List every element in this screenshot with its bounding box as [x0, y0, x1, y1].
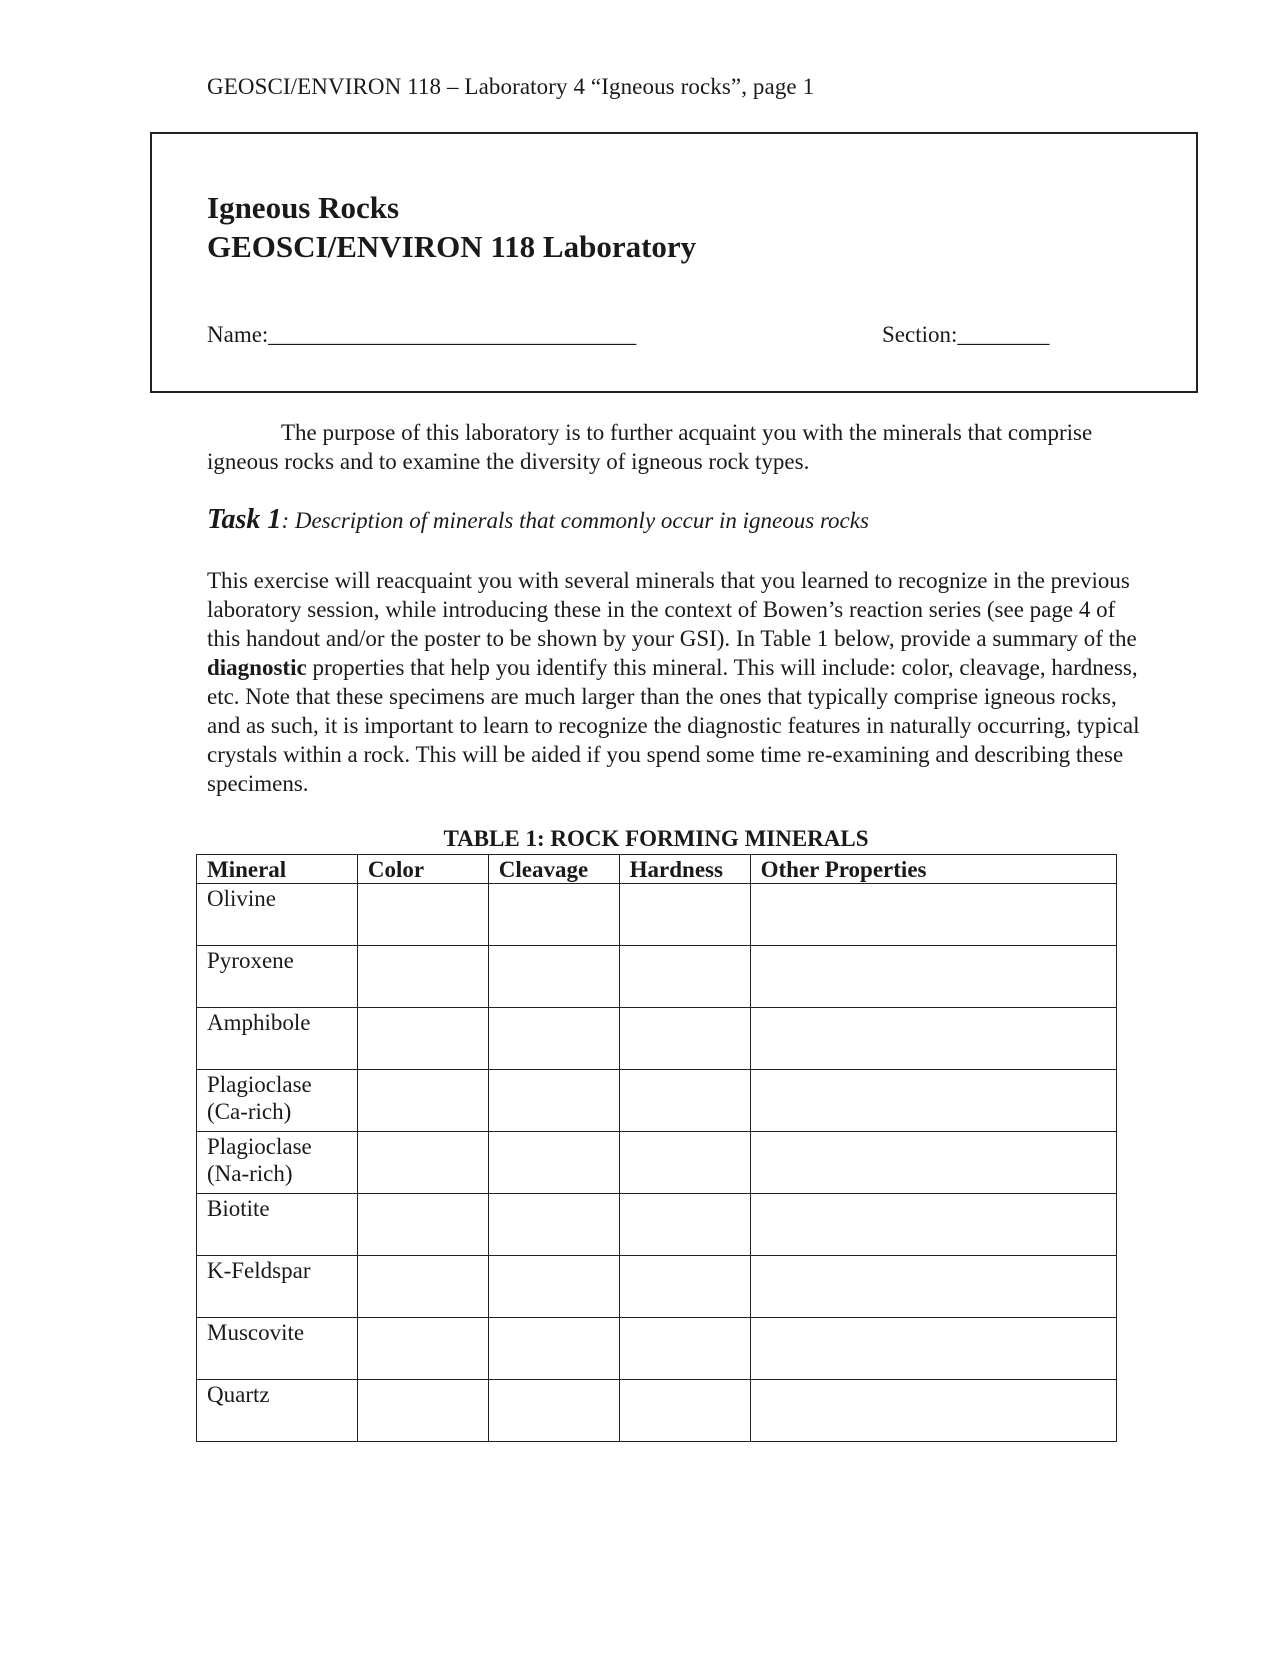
- color-cell[interactable]: [357, 884, 488, 946]
- cleavage-cell[interactable]: [488, 1132, 619, 1194]
- running-header: GEOSCI/ENVIRON 118 – Laboratory 4 “Igneous rocks”, page 1: [207, 74, 815, 99]
- cleavage-cell[interactable]: [488, 946, 619, 1008]
- mineral-name: Biotite: [207, 1196, 270, 1221]
- other-properties-cell[interactable]: [750, 1256, 1116, 1318]
- hardness-cell[interactable]: [619, 1194, 750, 1256]
- page-title: Igneous Rocks: [207, 190, 400, 225]
- cleavage-cell[interactable]: [488, 1318, 619, 1380]
- column-header-hardness: Hardness: [619, 855, 750, 884]
- table-row: [197, 946, 1117, 1008]
- mineral-cell: [197, 884, 358, 946]
- hardness-cell[interactable]: [619, 1318, 750, 1380]
- mineral-name: Quartz: [207, 1382, 270, 1407]
- color-cell[interactable]: [357, 1008, 488, 1070]
- instructions-emphasis: diagnostic: [207, 655, 307, 680]
- mineral-name: Amphibole: [207, 1010, 311, 1035]
- other-properties-cell[interactable]: [750, 1380, 1116, 1442]
- table-row: [197, 1070, 1117, 1132]
- color-cell[interactable]: [357, 1256, 488, 1318]
- mineral-name: K-Feldspar: [207, 1258, 311, 1283]
- mineral-name: Plagioclase: [207, 1134, 312, 1159]
- column-header-mineral: Mineral: [197, 855, 358, 884]
- other-properties-cell[interactable]: [750, 1008, 1116, 1070]
- cleavage-cell[interactable]: [488, 1194, 619, 1256]
- table-row: [197, 884, 1117, 946]
- task-description: Description of minerals that commonly occur in igneous rocks: [294, 508, 869, 533]
- table-title: TABLE 1: ROCK FORMING MINERALS: [443, 826, 869, 851]
- cleavage-cell[interactable]: [488, 884, 619, 946]
- cleavage-cell[interactable]: [488, 1008, 619, 1070]
- other-properties-cell[interactable]: [750, 1194, 1116, 1256]
- other-properties-cell[interactable]: [750, 884, 1116, 946]
- hardness-cell[interactable]: [619, 1008, 750, 1070]
- hardness-cell[interactable]: [619, 946, 750, 1008]
- table-row: [197, 1194, 1117, 1256]
- instructions-text-2: properties that help you identify this mineral. This will include: color, cleavage, hardness, etc. Note that these specimens are much larger than the ones that typically comprise igneous rocks, and as such, it is important to learn to recognize the diagnostic features in naturally occurring, typical crystals within a rock. This will be aided if you spend some time re-examining and describing these specimens.: [207, 655, 1140, 796]
- cleavage-cell[interactable]: [488, 1070, 619, 1132]
- mineral-cell: [197, 1008, 358, 1070]
- mineral-cell: [197, 1070, 358, 1132]
- color-cell[interactable]: [357, 1070, 488, 1132]
- task-heading: [207, 504, 869, 536]
- mineral-cell: [197, 1380, 358, 1442]
- cleavage-cell[interactable]: [488, 1256, 619, 1318]
- course-subtitle: GEOSCI/ENVIRON 118 Laboratory: [207, 229, 697, 264]
- task-separator: :: [281, 508, 295, 533]
- instructions-text-1: This exercise will reacquaint you with several minerals that you learned to recognize in the previous laboratory session, while introducing these in the context of Bowen’s reaction series (see page 4 of this handout and/or the poster to be shown by your GSI). In Table 1 below, provide a summary of the: [207, 568, 1137, 651]
- intro-paragraph: The purpose of this laboratory is to further acquaint you with the minerals that comprise igneous rocks and to examine the diversity of igneous rock types.: [207, 420, 1093, 474]
- mineral-name: Olivine: [207, 886, 276, 911]
- table-row: [197, 1132, 1117, 1194]
- hardness-cell[interactable]: [619, 1380, 750, 1442]
- mineral-name: Plagioclase: [207, 1072, 312, 1097]
- other-properties-cell[interactable]: [750, 1070, 1116, 1132]
- mineral-variant: (Na-rich): [207, 1161, 293, 1186]
- hardness-cell[interactable]: [619, 1256, 750, 1318]
- minerals-table: [196, 854, 1117, 1442]
- table-row: [197, 1256, 1117, 1318]
- hardness-cell[interactable]: [619, 1132, 750, 1194]
- table-row: [197, 1380, 1117, 1442]
- mineral-cell: [197, 946, 358, 1008]
- mineral-cell: [197, 1194, 358, 1256]
- mineral-cell: [197, 1256, 358, 1318]
- hardness-cell[interactable]: [619, 1070, 750, 1132]
- color-cell[interactable]: [357, 1194, 488, 1256]
- mineral-variant: (Ca-rich): [207, 1099, 292, 1124]
- mineral-cell: [197, 1318, 358, 1380]
- color-cell[interactable]: [357, 946, 488, 1008]
- color-cell[interactable]: [357, 1380, 488, 1442]
- column-header-other-properties: Other Properties: [750, 855, 1116, 884]
- table-row: [197, 1318, 1117, 1380]
- other-properties-cell[interactable]: [750, 1318, 1116, 1380]
- section-field[interactable]: Section:________: [882, 322, 1050, 347]
- task-label: Task 1: [207, 504, 282, 535]
- color-cell[interactable]: [357, 1132, 488, 1194]
- column-header-color: Color: [357, 855, 488, 884]
- hardness-cell[interactable]: [619, 884, 750, 946]
- column-header-cleavage: Cleavage: [488, 855, 619, 884]
- cleavage-cell[interactable]: [488, 1380, 619, 1442]
- table-body: [197, 884, 1117, 1442]
- other-properties-cell[interactable]: [750, 1132, 1116, 1194]
- mineral-name: Muscovite: [207, 1320, 305, 1345]
- color-cell[interactable]: [357, 1318, 488, 1380]
- other-properties-cell[interactable]: [750, 946, 1116, 1008]
- instructions-paragraph: [207, 566, 1147, 798]
- table-row: [197, 1008, 1117, 1070]
- name-field[interactable]: Name:________________________________: [207, 322, 637, 347]
- mineral-name: Pyroxene: [207, 948, 294, 973]
- table-header-row: [197, 855, 1117, 884]
- mineral-cell: [197, 1132, 358, 1194]
